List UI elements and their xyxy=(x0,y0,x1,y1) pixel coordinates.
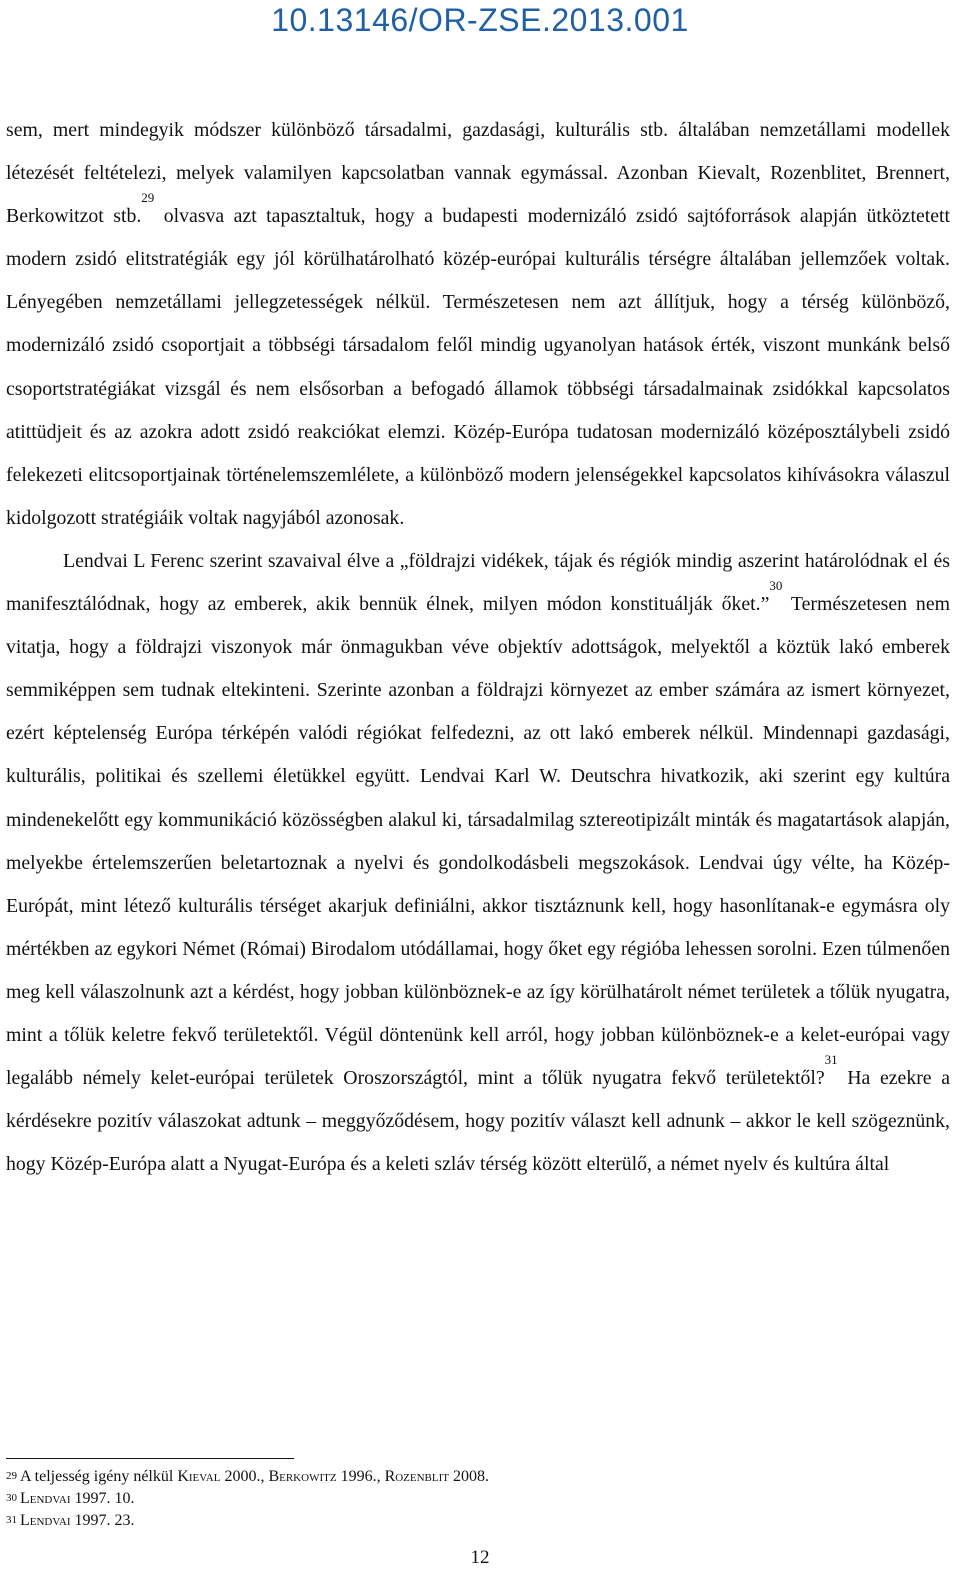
footnote-divider xyxy=(6,1458,294,1459)
footnote-author: Rozenblit xyxy=(384,1468,449,1485)
footnote-author: Lendvai xyxy=(20,1490,71,1507)
footnote-number: 31 xyxy=(6,1514,17,1526)
footnote-number: 30 xyxy=(6,1492,17,1504)
footnote-ref-29[interactable]: 29 xyxy=(141,190,155,206)
footnote-29 xyxy=(6,1466,950,1488)
footnote-author: Kieval xyxy=(177,1468,221,1485)
footnote-number: 29 xyxy=(6,1470,17,1482)
footnote-text: 2008. xyxy=(449,1468,489,1485)
paragraph-2-text-b: Természetesen nem vitatja, hogy a földrajzi viszonyok már önmagukban véve objektív adottságok, melyektől a köztük lakó emberek semmiképpen sem tudnak eltekinteni. Szerinte azonban a földrajzi környezet az ember számára az ismert környezet, ezért képtelenség Európa térképén valódi régiókat felfedezni, az ott lakó emberek nélkül. Mindennapi gazdasági, kulturális, politikai és szellemi életükkel együtt. Lendvai Karl W. Deutschra hivatkozik, aki szerint egy kultúra mindenekelőtt egy kommunikáció közösségben alakul ki, társadalmilag sztereotipizált minták és magatartások alapján, melyekbe értelemszerűen beletartoznak a nyelvi és gondolkodásbeli megszokások. Lendvai úgy vélte, ha Közép-Európát, mint létező kulturális térséget akarjuk definiálni, akkor tisztáznunk kell, hogy hasonlítanak-e egymásra oly mértékben az egykori Német (Római) Birodalom utódállamai, hogy őket egy régióba lehessen sorolni. Ezen túlmenően meg kell válaszolnunk azt a kérdést, hogy jobban különböznek-e az így körülhatárolt német területek a tőlük nyugatra, mint a tőlük keletre fekvő területektől. Végül döntenünk kell arról, hogy jobban különböznek-e a kelet-európai vagy legalább némely kelet-európai területek Oroszországtól, mint a tőlük nyugatra fekvő területektől? xyxy=(6,593,950,1090)
footnote-text: 1997. 10. xyxy=(70,1490,135,1507)
footnote-text: A teljesség igény nélkül xyxy=(20,1468,178,1485)
paragraph-1 xyxy=(6,109,950,540)
paragraph-2-text-c: Ha ezekre a kérdésekre pozitív válaszokat adtunk – meggyőződésem, hogy pozitív választ kell adnunk – akkor le kell szögeznünk, hogy Közép-Európa alatt a Nyugat-Európa és a keleti szláv térség között elterülő, a német nyelv és kultúra által xyxy=(6,1067,950,1176)
body-text xyxy=(6,109,950,1186)
footnote-ref-31[interactable]: 31 xyxy=(824,1052,838,1068)
footnote-ref-30[interactable]: 30 xyxy=(769,578,783,594)
doi-header[interactable]: 10.13146/OR-ZSE.2013.001 xyxy=(271,2,689,38)
footnote-text: 1996., xyxy=(336,1468,385,1485)
footnote-author: Berkowitz xyxy=(268,1468,337,1485)
paragraph-2 xyxy=(6,540,950,1186)
page-number: 12 xyxy=(470,1547,490,1568)
paragraph-1-text-a: sem, mert mindegyik módszer különböző társadalmi, gazdasági, kulturális stb. általában nemzetállami modellek létezését feltételezi, melyek valamilyen kapcsolatban vannak egymással. Azonban Kievalt, Rozenblitet, Brennert, Berkowitzot stb. xyxy=(6,119,950,228)
footnote-author: Lendvai xyxy=(20,1512,71,1529)
footnote-text: 2000., xyxy=(220,1468,269,1485)
paragraph-1-text-b: olvasva azt tapasztaltuk, hogy a budapesti modernizáló zsidó sajtóforrások alapján ütköztetett modern zsidó elitstratégiák egy jól körülhatárolható közép-európai kulturális térségre általában jellemzőek voltak. Lényegében nemzetállami jellegzetességek nélkül. Természetesen nem azt állítjuk, hogy a térség különböző, modernizáló zsidó csoportjait a többségi társadalom felől mindig ugyanolyan hatások érték, viszont munkánk belső csoportstratégiákat vizsgál és nem elsősorban a befogadó államok többségi társadalmainak zsidókkal kapcsolatos atittüdjeit és az azokra adott zsidó reakciókat elemzi. Közép-Európa tudatosan modernizáló középosztálybeli zsidó felekezeti elitcsoportjainak történelemszemlélete, a különböző modern jelenségekkel kapcsolatos kihívásokra válaszul kidolgozott stratégiáik voltak nagyjából azonosak. xyxy=(6,205,951,529)
footnote-text: 1997. 23. xyxy=(70,1512,135,1529)
footnote-30 xyxy=(6,1488,950,1510)
footnotes xyxy=(6,1466,950,1532)
footnote-31 xyxy=(6,1510,950,1532)
paragraph-2-text-a: Lendvai L Ferenc szerint szavaival élve a „földrajzi vidékek, tájak és régiók mindig aszerint határolódnak el és manifesztálódnak, hogy az emberek, akik bennük élnek, milyen módon konstituálják őket.” xyxy=(6,549,950,616)
